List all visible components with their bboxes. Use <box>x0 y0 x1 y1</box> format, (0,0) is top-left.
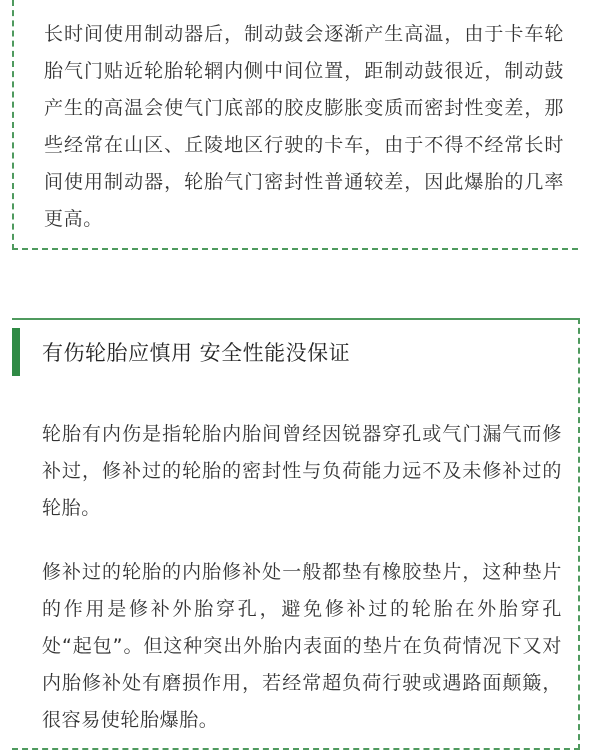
section-title: 有伤轮胎应慎用 安全性能没保证 <box>42 341 351 365</box>
paragraph-damaged-tire: 轮胎有内伤是指轮胎内胎间曾经因锐器穿孔或气门漏气而修补过，修补过的轮胎的密封性与负荷能力远不及未修补过的轮胎。 <box>42 423 562 519</box>
content-card-section <box>12 318 580 750</box>
section-accent-bar <box>12 328 20 376</box>
content-card-top <box>12 0 578 250</box>
paragraph-repair-patch: 修补过的轮胎的内胎修补处一般都垫有橡胶垫片，这种垫片的作用是修补外胎穿孔，避免修补过的轮胎在外胎穿孔处“起包”。但这种突出外胎内表面的垫片在负荷情况下又对内胎修补处有磨损作用，若经常超负荷行驶或遇路面颠簸，很容易使轮胎爆胎。 <box>42 561 562 731</box>
paragraph-brake-heat: 长时间使用制动器后，制动鼓会逐渐产生高温，由于卡车轮胎气门贴近轮胎轮辋内侧中间位置，距制动鼓很近，制动鼓产生的高温会使气门底部的胶皮膨胀变质而密封性变差，那些经常在山区、丘陵地区行驶的卡车，由于不得不经常长时间使用制动器，轮胎气门密封性普通较差，因此爆胎的几率更高。 <box>44 23 564 230</box>
